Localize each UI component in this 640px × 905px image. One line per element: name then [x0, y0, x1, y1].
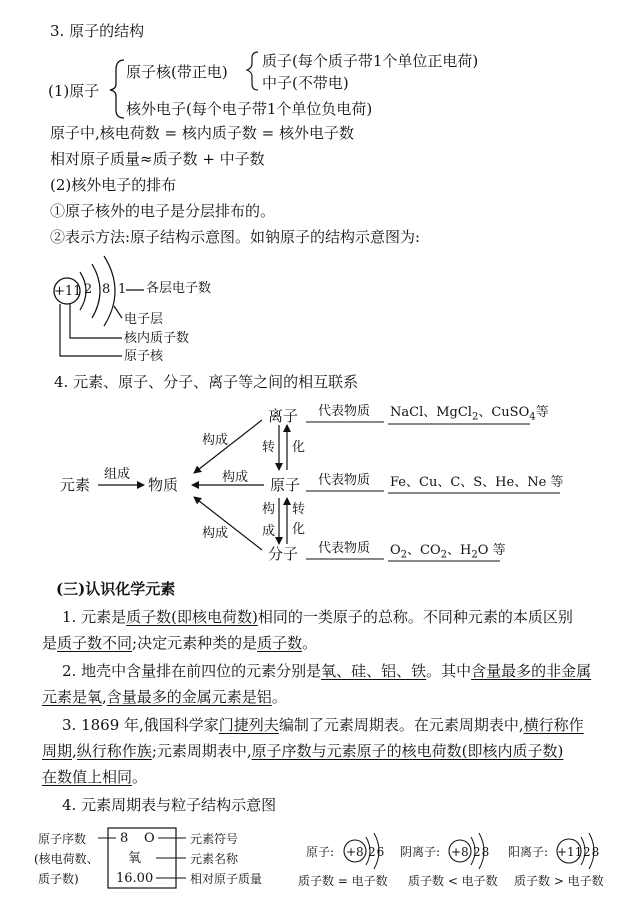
label-constitute-ion: 构成 — [202, 433, 229, 448]
electron-text: 核外电子(每个电子带1个单位负电荷) — [126, 100, 373, 118]
sodium-nucleus-charge: +11 — [54, 284, 82, 299]
label-atomic-number-2: (核电荷数、 — [34, 852, 99, 866]
atom-label: (1)原子 — [48, 82, 100, 100]
node-element: 元素 — [60, 476, 91, 494]
nucleus-text: 原子核(带正电) — [126, 63, 228, 81]
equation-mass: 相对原子质量≈质子数 + 中子数 — [50, 150, 265, 168]
label-layer-count: 各层电子数 — [146, 281, 212, 296]
label-hua-2: 化 — [292, 522, 306, 537]
particle-anion-nucleus: +8 — [451, 845, 469, 859]
particle-cation-relation: 质子数 > 电子数 — [514, 874, 604, 888]
molecule-examples: $O_2$、$CO_2$、$H_2O$ 等 — [390, 543, 506, 561]
para-3-line-3: 在数值上相同。 — [42, 768, 148, 786]
element-symbol: O — [144, 831, 155, 846]
label-gou-vertical: 构 — [262, 502, 276, 517]
rep-label-atom: 代表物质 — [318, 473, 371, 488]
label-zhuan-1: 转 — [262, 440, 276, 455]
para-4-title: 4. 元素周期表与粒子结构示意图 — [62, 796, 277, 814]
arrangement-point-2: ②表示方法:原子结构示意图。如钠原子的结构示意图为: — [50, 228, 421, 246]
section-3-title: 3. 原子的结构 — [50, 22, 145, 40]
particle-atom-electrons: 26 — [368, 845, 386, 859]
label-hua-1: 化 — [292, 440, 306, 455]
particle-atom-relation: 质子数 = 电子数 — [298, 874, 388, 888]
node-molecule: 分子 — [268, 545, 299, 563]
para-1-line-2: 是质子数不同;决定元素种类的是质子数。 — [42, 634, 318, 652]
node-atom: 原子 — [270, 476, 301, 494]
atom-examples: Fe、Cu、C、S、He、Ne 等 — [390, 475, 564, 490]
label-cheng-vertical: 成 — [262, 524, 276, 539]
node-ion: 离子 — [268, 407, 299, 425]
ion-examples: NaCl、MgCl$_2$、CuSO$_4$等 — [390, 405, 549, 423]
para-2-line-1: 2. 地壳中含量排在前四位的元素分别是氧、硅、铝、铁。其中含量最多的非金属 — [62, 662, 592, 680]
particle-anion-relation: 质子数 < 电子数 — [408, 874, 498, 888]
particle-atom-label: 原子: — [306, 845, 335, 859]
label-compose: 组成 — [104, 467, 131, 482]
section-4-title: 4. 元素、原子、分子、离子等之间的相互联系 — [54, 373, 359, 391]
neutron-text: 中子(不带电) — [262, 74, 349, 92]
sodium-electrons-shell-3: 1 — [118, 282, 127, 297]
rep-label-ion: 代表物质 — [318, 404, 371, 419]
label-element-name: 元素名称 — [190, 852, 239, 866]
particle-cation-electrons: 28 — [583, 845, 601, 859]
element-number: 8 — [120, 831, 129, 846]
particle-anion-electrons: 28 — [473, 845, 491, 859]
label-nucleus: 原子核 — [124, 349, 164, 364]
label-atomic-number: 原子序数 — [38, 832, 87, 846]
label-zhuan-2: 转 — [292, 502, 306, 517]
particle-atom-nucleus: +8 — [346, 845, 364, 859]
sodium-electrons-shell-2: 8 — [102, 282, 111, 297]
label-constitute-atom: 构成 — [222, 470, 249, 485]
rep-label-molecule: 代表物质 — [318, 541, 371, 556]
label-element-symbol: 元素符号 — [190, 832, 239, 846]
section-three-title: (三)认识化学元素 — [56, 580, 176, 598]
particle-cation-label: 阳离子: — [508, 845, 549, 859]
proton-text: 质子(每个质子带1个单位正电荷) — [262, 52, 479, 70]
particle-anion-label: 阴离子: — [400, 845, 441, 859]
label-layer: 电子层 — [124, 312, 164, 327]
node-matter: 物质 — [148, 476, 179, 494]
element-name: 氧 — [128, 851, 142, 866]
para-1-line-1: 1. 元素是质子数(即核电荷数)相同的一类原子的总称。不同种元素的本质区别 — [62, 608, 573, 626]
label-constitute-molecule: 构成 — [202, 526, 229, 541]
particle-cation-nucleus: +11 — [557, 845, 583, 859]
para-2-line-2: 元素是氧,含量最多的金属元素是铝。 — [42, 688, 287, 706]
label-relative-mass: 相对原子质量 — [190, 872, 263, 886]
electron-arrangement-title: (2)核外电子的排布 — [50, 176, 177, 194]
equation-charge: 原子中,核电荷数 = 核内质子数 = 核外电子数 — [50, 124, 354, 142]
element-mass: 16.00 — [116, 871, 154, 886]
para-3-line-2: 周期,纵行称作族;元素周期表中,原子序数与元素原子的核电荷数(即核内质子数) — [42, 742, 564, 760]
label-protons: 核内质子数 — [124, 331, 190, 346]
arrangement-point-1: ①原子核外的电子是分层排布的。 — [50, 202, 276, 220]
sodium-electrons-shell-1: 2 — [84, 282, 93, 297]
label-atomic-number-3: 质子数) — [38, 872, 79, 886]
para-3-line-1: 3. 1869 年,俄国科学家门捷列夫编制了元素周期表。在元素周期表中,横行称作 — [62, 716, 584, 734]
